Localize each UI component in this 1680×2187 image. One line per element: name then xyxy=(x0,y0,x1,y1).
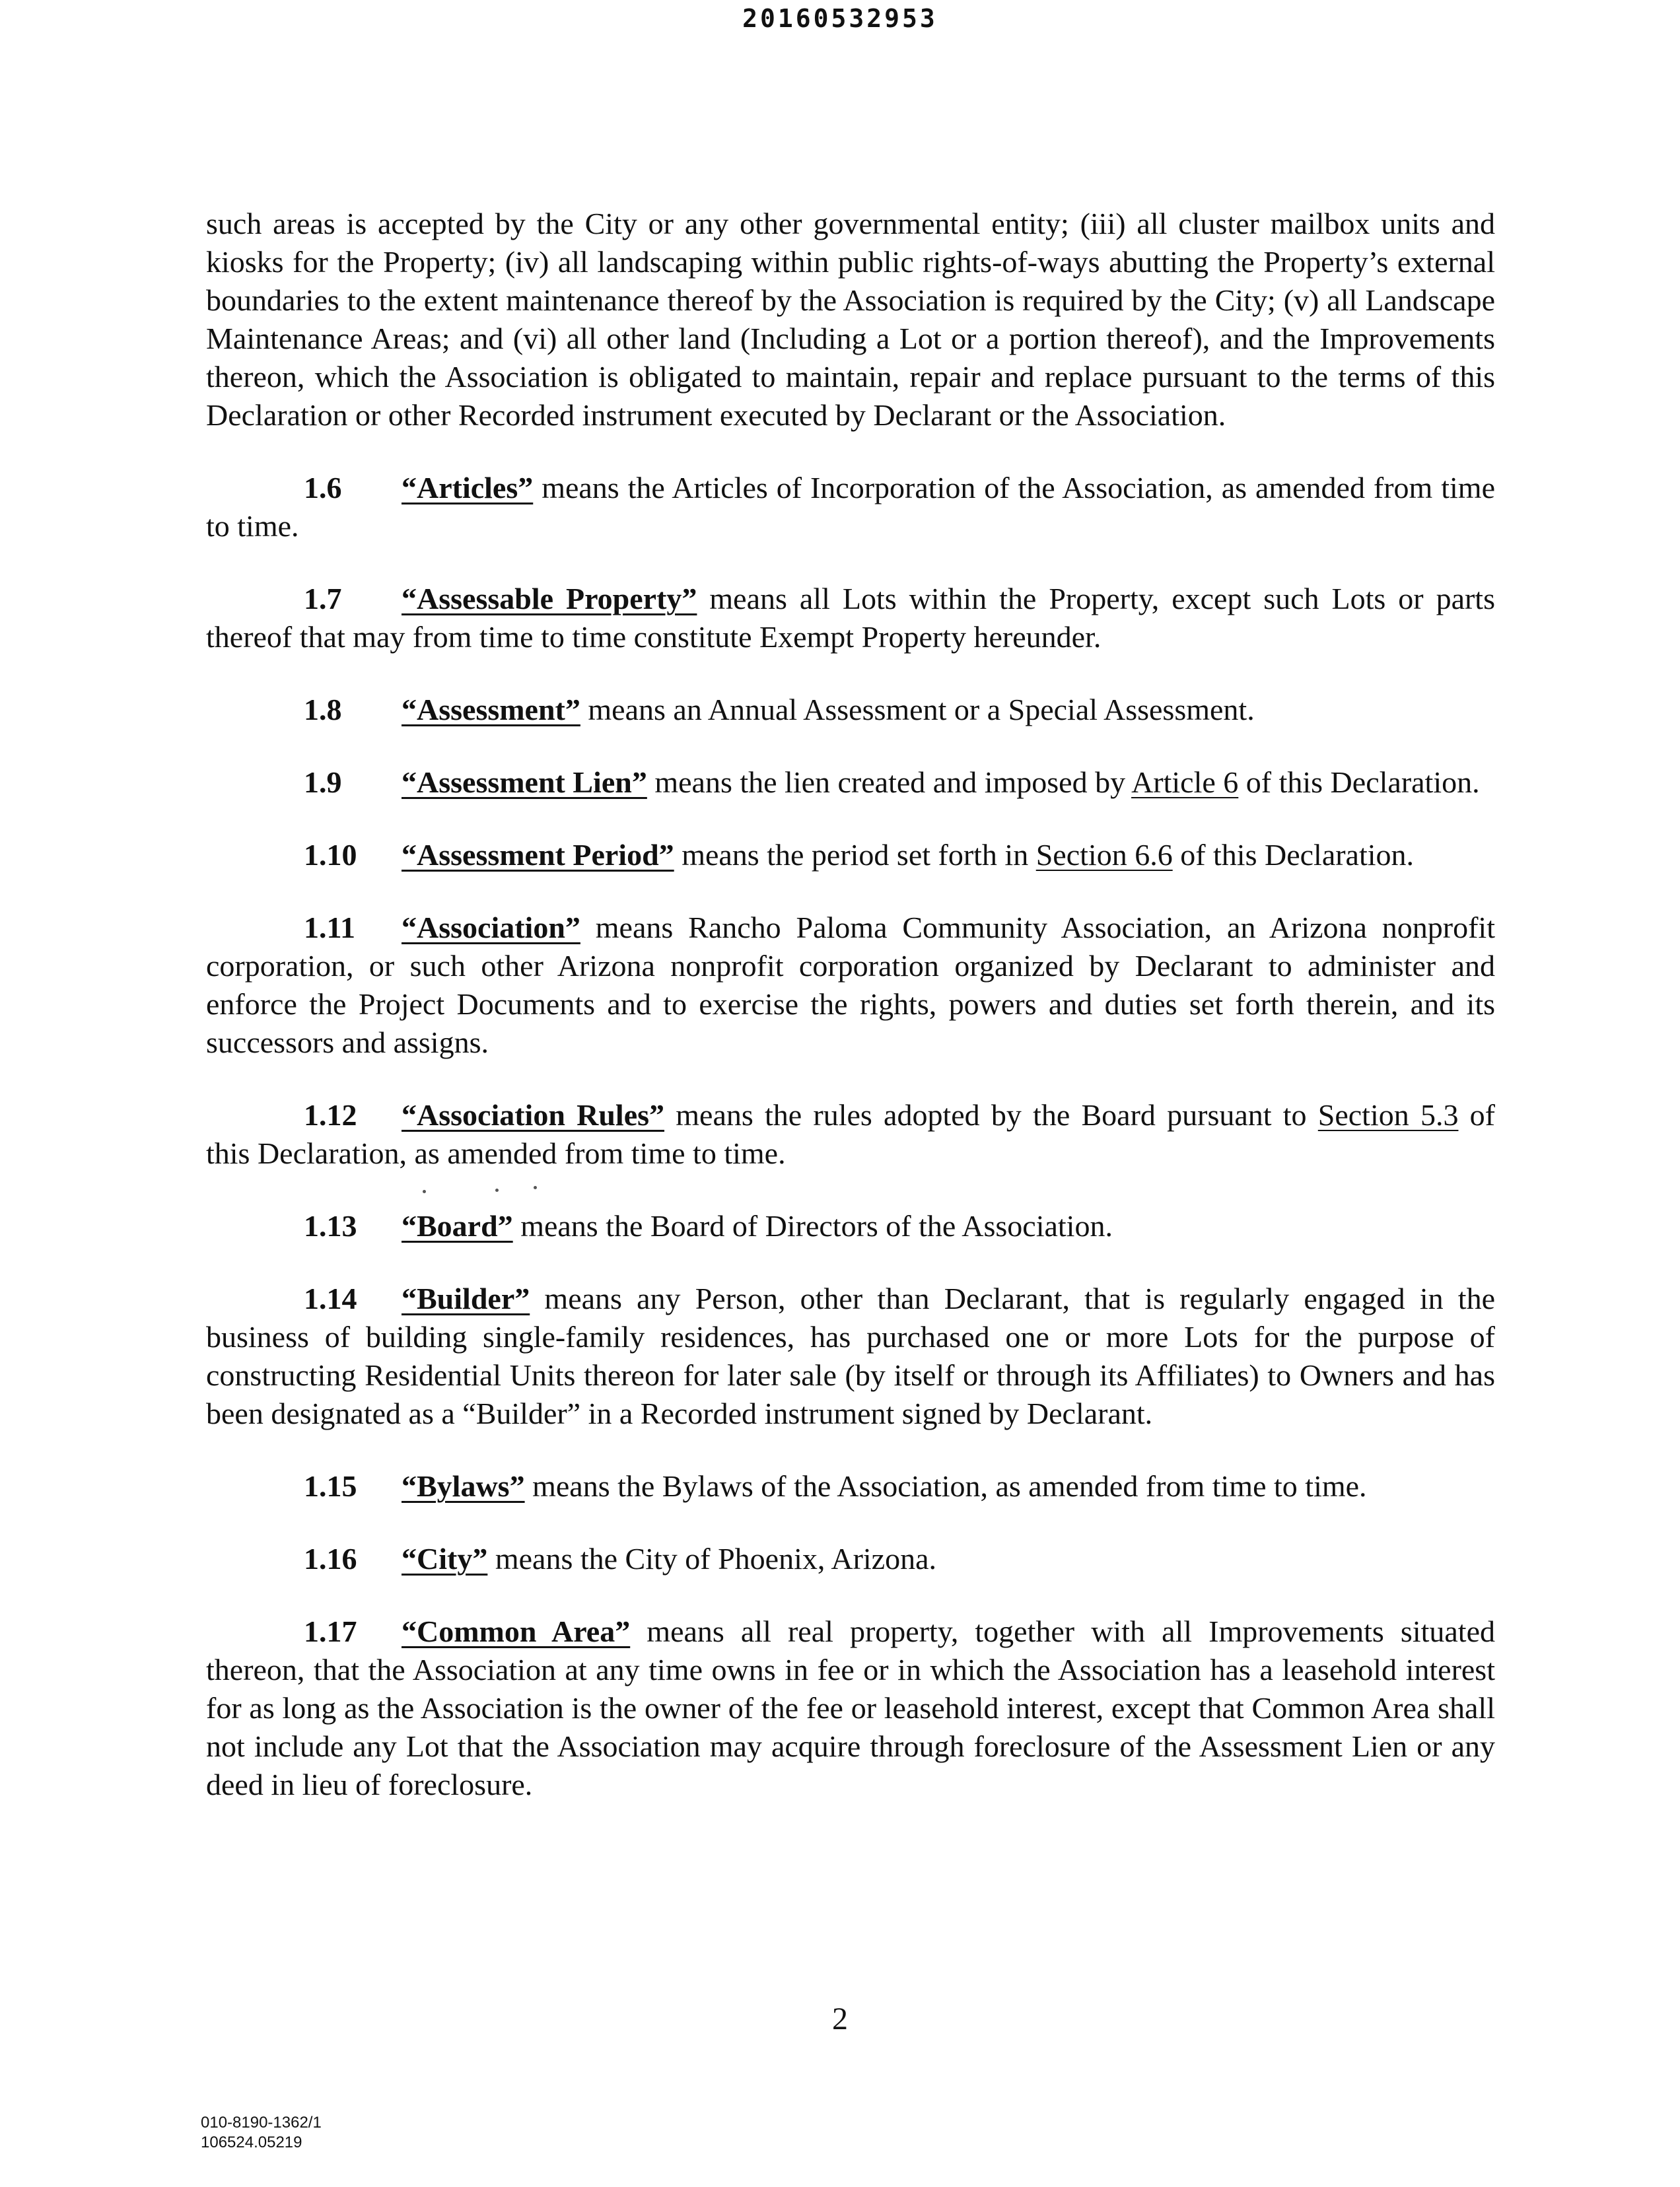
definition-1-10 xyxy=(206,836,1495,874)
document-body xyxy=(206,205,1495,1804)
defined-term: “Assessable Property” xyxy=(402,582,697,615)
scan-speck xyxy=(423,1190,426,1193)
definition-text: means the lien created and imposed by xyxy=(647,765,1132,799)
definition-text: means the rules adopted by the Board pursuant to xyxy=(664,1098,1318,1132)
definition-1-6 xyxy=(206,469,1495,545)
definition-number: 1.13 xyxy=(304,1209,357,1243)
cross-reference: Article 6 xyxy=(1131,765,1239,799)
definition-1-14 xyxy=(206,1280,1495,1433)
definition-text: means any Person, other than Declarant, that is regularly engaged in the business of building single-family residences, has purchased one or more Lots for the purpose of constructing Residential Units thereon for later sale (by itself or through its Affiliates) to Owners and has been designated as a “Builder” in a Recorded instrument signed by Declarant. xyxy=(206,1282,1495,1430)
defined-term: “Association Rules” xyxy=(402,1098,665,1132)
definition-number: 1.16 xyxy=(304,1542,357,1576)
intro-paragraph: such areas is accepted by the City or any other governmental entity; (iii) all cluster mailbox units and kiosks for the Property; (iv) all landscaping within public rights-of-ways abutting the Property’s external boundaries to the extent maintenance thereof by the Association is required by the City; (v) all Landscape Maintenance Areas; and (vi) all other land (Including a Lot or a portion thereof), and the Improvements thereon, which the Association is obligated to maintain, repair and replace pursuant to the terms of this Declaration or other Recorded instrument executed by Declarant or the Association. xyxy=(206,207,1495,432)
definition-text: means the Board of Directors of the Association. xyxy=(512,1209,1113,1243)
scan-speck xyxy=(495,1189,499,1192)
defined-term: “Association” xyxy=(402,911,580,944)
definition-1-8 xyxy=(206,691,1495,729)
page-number: 2 xyxy=(832,2001,848,2036)
recording-number: 20160532953 xyxy=(742,4,938,33)
definition-1-7 xyxy=(206,580,1495,656)
definition-number: 1.8 xyxy=(304,693,342,726)
defined-term: “Assessment” xyxy=(402,693,580,726)
definition-number: 1.15 xyxy=(304,1469,357,1503)
defined-term: “Assessment Period” xyxy=(402,838,674,872)
definition-1-13 xyxy=(206,1207,1495,1245)
definition-text: means the Articles of Incorporation of the Association, as amended from time to time. xyxy=(206,471,1495,543)
definition-number: 1.14 xyxy=(304,1282,357,1315)
definition-text: means all real property, together with all Improvements situated thereon, that the Association at any time owns in fee or in which the Association has a leasehold interest for as long as the Association is the owner of the fee or leasehold interest, except that Common Area shall not include any Lot that the Association may acquire through foreclosure of the Assessment Lien or any deed in lieu of foreclosure. xyxy=(206,1614,1495,1801)
defined-term: “Assessment Lien” xyxy=(402,765,647,799)
defined-term: “City” xyxy=(402,1542,488,1576)
definition-number: 1.9 xyxy=(304,765,342,799)
definition-number: 1.10 xyxy=(304,838,357,872)
definition-text: means Rancho Paloma Community Association, an Arizona nonprofit corporation, or such other Arizona nonprofit corporation organized by Declarant to administer and enforce the Project Documents and to exercise the rights, powers and duties set forth therein, and its successors and assigns. xyxy=(206,911,1495,1059)
definition-1-15 xyxy=(206,1467,1495,1506)
defined-term: “Bylaws” xyxy=(402,1469,525,1503)
definition-text: means all Lots within the Property, except such Lots or parts thereof that may from time to time constitute Exempt Property hereunder. xyxy=(206,582,1495,654)
definition-text: means the period set forth in xyxy=(674,838,1036,872)
definition-text: means the Bylaws of the Association, as amended from time to time. xyxy=(524,1469,1367,1503)
definition-number: 1.17 xyxy=(304,1614,357,1648)
defined-term: “Articles” xyxy=(402,471,534,504)
definition-number: 1.11 xyxy=(304,911,355,944)
definition-text-after: of this Declaration, as amended from time to time. xyxy=(206,1098,1496,1170)
cross-reference: Section 6.6 xyxy=(1035,838,1173,872)
definition-text-after: of this Declaration. xyxy=(1238,765,1480,799)
definition-number: 1.12 xyxy=(304,1098,357,1132)
definition-text: means an Annual Assessment or a Special Assessment. xyxy=(580,693,1255,726)
definition-1-9 xyxy=(206,763,1495,802)
scan-speck xyxy=(534,1186,537,1189)
footer-document-codes xyxy=(201,2113,322,2153)
defined-term: “Common Area” xyxy=(402,1614,631,1648)
definition-1-17 xyxy=(206,1613,1495,1804)
definition-1-11 xyxy=(206,909,1495,1062)
footer-code-line: 010-8190-1362/1 xyxy=(201,2114,322,2132)
definition-1-16 xyxy=(206,1540,1495,1578)
defined-term: “Board” xyxy=(402,1209,513,1243)
footer-code-line: 106524.05219 xyxy=(201,2134,302,2151)
definition-text: means the City of Phoenix, Arizona. xyxy=(487,1542,936,1576)
definition-text-after: of this Declaration. xyxy=(1172,838,1415,872)
definition-number: 1.6 xyxy=(304,471,342,504)
definition-1-12 xyxy=(206,1096,1495,1173)
definition-number: 1.7 xyxy=(304,582,342,615)
cross-reference: Section 5.3 xyxy=(1317,1098,1459,1132)
defined-term: “Builder” xyxy=(402,1282,530,1315)
